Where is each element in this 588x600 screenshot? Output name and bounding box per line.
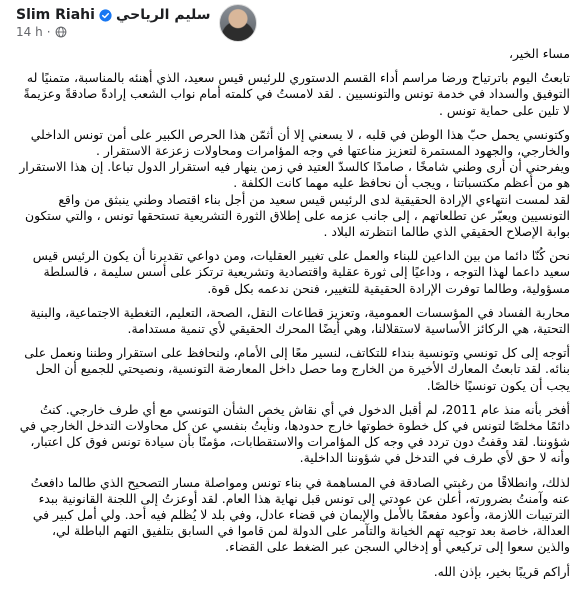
post-paragraph: محاربة الفساد في المؤسسات العمومية، وتعزيز قطاعات النقل، الصحة، التعليم، التغطية الاجتماعية، والبنية التحتية، هي الركائز الأساسية لاستقلالنا، وهي أيضًا المحرك الحقيقي لأي تنمية مستدامة.: [30, 304, 570, 337]
post-body: [16, 46, 570, 580]
author-name-row[interactable]: [16, 7, 211, 23]
post-paragraph: أفخر بأنه منذ عام 2011، لم أقبل الدخول في أي نقاش يخص الشأن التونسي مع أي طرف خارجي. كنتُ دائمًا مخلصًا لتونس في كل خطوة خطوتها خارج حدودها، ونأيتُ بنفسي عن كل محاولات التدخل الخارجي في شؤوننا. لقد وقفتُ دون تردد في وجه كل المؤامرات والاستقطابات، مؤمنًا بأن سيادة تونس فوق كل اعتبار، وأنه لا حق لأي طرف في التدخل في شؤوننا الداخلية.: [19, 401, 570, 466]
post-paragraph: مساء الخير،: [508, 46, 570, 61]
post-paragraph: لذلك، وانطلاقًا من رغبتي الصادقة في المساهمة في بناء تونس ومواصلة مسار التصحيح الذي طالما دافعتُ عنه وآمنتُ بضرورته، أعلن عن عودتي إلى تونس قبل نهاية هذا العام. لقد أوعزتُ إلى اللجنة القانونية ببدء الترتيبات اللازمة، وأعود مفعمًا بالأمل والإيمان في قضاء عادل، وفي بلد لا يُظلم فيه أحد. ولي أمل كبير في العدالة، خاصة بعد توجيه تهم الخيانة والتآمر على الدولة لمن قاموا في السابق بتلفيق التهم الباطلة لي، والذين سعوا إلى تركيعي أو إدخالي السجن عبر الضغط على القضاء.: [30, 474, 570, 555]
separator-dot: ·: [46, 25, 51, 39]
post-paragraph: تابعتُ اليوم باترتياح ورضا مراسم أداء القسم الدستوري للرئيس قيس سعيد، الذي أهنئه بالمناسبة، متمنيًا له التوفيق والسداد في خدمة تونس والتونسيين . لقد لامستُ في كلمته أمام نواب الشعب إرادةً صادقةً وعزيمةً لا تلين على حماية تونس .: [23, 70, 570, 118]
author-name-en[interactable]: Slim Riahi: [16, 7, 95, 23]
post-timestamp-row: [16, 25, 67, 39]
post-paragraph: نحن كُنّا دائما من بين الداعين للبناء والعمل على تغيير العقليات، ومن دواعي تقديرنا أن يكون الرئيس قيس سعيد داعما لهذا التوجه ، وداعيًا إلى ثورة عقلية واقتصادية وتشريعية ترتكز على أسس سليمة ، فالسلطة مسؤولية، وطالما توفرت الإرادة الحقيقية للتغيير، فنحن ندعمه بكل قوة.: [32, 248, 570, 296]
post-header: [16, 0, 570, 46]
globe-icon[interactable]: [55, 26, 67, 38]
post-paragraph: أتوجه إلى كل تونسي وتونسية بنداء للتكاتف، لنسير معًا إلى الأمام، ولنحافظ على استقرار وطننا ونعمل على بنائه. لقد تابعتُ المعارك الأخيرة من الخارج وما حصل داخل المعارضة التونسية، ونصيحتي للجميع أن الحل يجب أن يكون تونسيًا خالصًا.: [24, 345, 570, 393]
post-paragraph: ويفرحني أن أرى وطني شامخًا ، صامدًا كالسدّ العتيد في زمن ينهار فيه استقرار الدول تباعا. إن هذا الاستقرار هو من أعظم مكتسباتنا ، ويجب أن نحافظ عليه مهما كانت الكلفة .: [19, 159, 570, 191]
author-name-ar[interactable]: سليم الرياحي: [115, 7, 211, 23]
post-time[interactable]: 14 h: [16, 25, 43, 39]
author-avatar[interactable]: [219, 4, 257, 42]
post-paragraph: وكتونسي يحمل حبّ هذا الوطن في قلبه ، لا يسعني إلا أن أثمّن هذا الحرص الكبير على أمن تونس الداخلي والخارجي، والجهود المستمرة لتعزيز مناعتها في وجه المؤامرات ومحاولات زعزعة الاستقرار .: [30, 126, 570, 159]
post-paragraph: أراكم قريبًا بخير، بإذن الله.: [433, 563, 570, 579]
verified-badge-icon: [99, 9, 112, 22]
post-paragraph: لقد لمست انتهاءي الإرادة الحقيقية لدى الرئيس قيس سعيد من أجل بناء اقتصاد وطني ينبثق من واقع التونسيين ويعبّر عن تطلعاتهم ، إلى جانب عزمه على إطلاق الثورة التشريعية تستحقها تونس ، والتي ستكون بوابة الإصلاح الحقيقي الذي طالما انتظرته البلاد .: [24, 191, 570, 240]
post-meta: [16, 7, 211, 39]
